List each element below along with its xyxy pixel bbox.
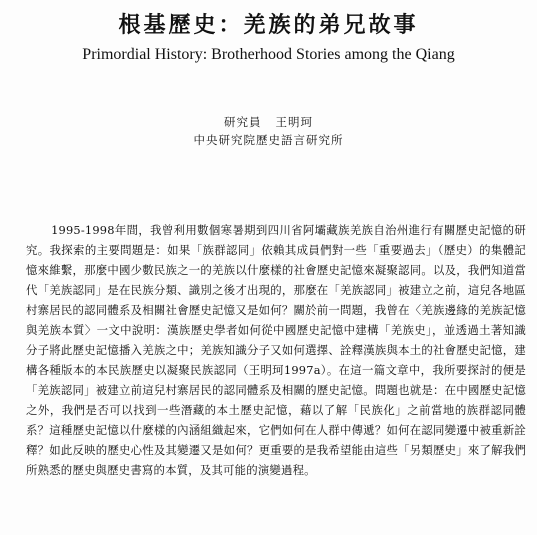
author-name: 王明珂: [275, 115, 313, 129]
title-chinese: 根基歷史：羌族的弟兄故事: [118, 12, 419, 38]
abstract-paragraph: 1995-1998年間，我曾利用數個寒暑期到四川省阿壩藏族羌族自治州進行有關歷史記憶的研究。我探索的主要問題是：如果「族群認同」依賴其成員們對一些「重要過去」（歷史）的集體記憶來維繫，那麼中國少數民族之一的羌族以什麼樣的社會歷史記憶來凝聚認同。以及，我們知道當代「羌族認同」是在民族分類、識別之後才出現的，那麼在「羌族認同」被建立之前，這兒各地區村寨居民的認同體系及相關社會歷史記憶又是如何？關於前一問題，我曾在〈羌族邊緣的羌族記憶與羌族本質〉一文中說明：漢族歷史學者如何從中國歷史記憶中建構「羌族史」，並透過土著知識分子將此歷史記憶播入羌族之中；羌族知識分子又如何選擇、詮釋漢族與本土的社會歷史記憶，建構各種版本的本民族歷史以凝聚民族認同（王明珂1997a）。在這一篇文章中，我所要探討的便是「羌族認同」被建立前這兒村寨居民的認同體系及相關的歷史記憶。問題也就是：在中國歷史記憶之外，我們是否可以找到一些潛藏的本土歷史記憶，藉以了解「民族化」之前當地的族群認同體系？這種歷史記憶以什麼樣的內涵組織起來，它們如何在人群中傳遞？如何在認同變遷中被重新詮釋？如此反映的歷史心性及其變遷又是如何？更重要的是我希望能由這些「另類歷史」來了解我們所熟悉的歷史與歷史書寫的本質，及其可能的演變過程。: [26, 223, 526, 477]
author-role: 研究員: [224, 115, 262, 129]
author-affiliation: 中央研究院歷史語言研究所: [193, 133, 344, 147]
title-english: Primordial History: Brotherhood Stories among the Qiang: [82, 46, 455, 63]
author-line: [0, 114, 537, 130]
